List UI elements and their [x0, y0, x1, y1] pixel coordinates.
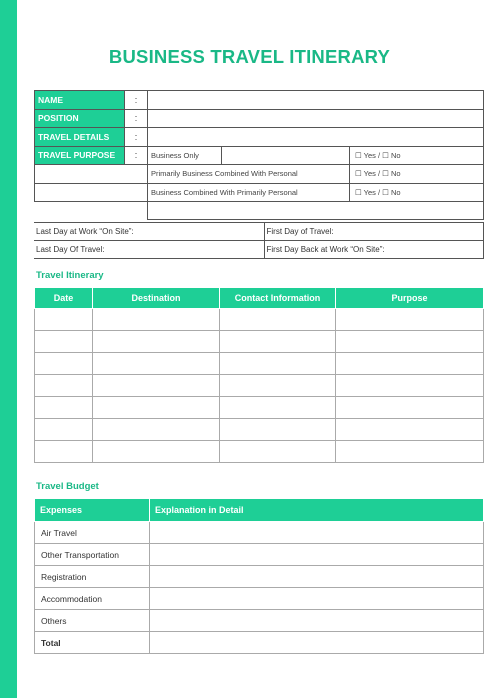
table-cell[interactable] [336, 441, 484, 463]
purpose-option: Business Only [148, 146, 222, 165]
blank-row [35, 202, 484, 220]
table-cell[interactable] [93, 353, 220, 375]
table-row [35, 375, 484, 397]
travel-details-row [35, 128, 484, 147]
blank-cell[interactable] [148, 202, 484, 220]
table-cell[interactable] [93, 397, 220, 419]
table-row [35, 441, 484, 463]
purpose-option: Primarily Business Combined With Personal [148, 165, 350, 184]
colon: : [125, 128, 148, 147]
table-row [35, 588, 484, 610]
table-cell[interactable] [93, 331, 220, 353]
yes-no-checkbox[interactable]: ☐ Yes / ☐ No [350, 146, 484, 165]
table-cell[interactable] [35, 419, 93, 441]
table-cell[interactable] [35, 331, 93, 353]
traveler-info-table [34, 90, 484, 220]
blank-cell [35, 183, 148, 202]
table-cell[interactable] [93, 309, 220, 331]
travel-purpose-row [35, 146, 484, 165]
table-cell[interactable] [35, 397, 93, 419]
table-row [35, 397, 484, 419]
page-title: BUSINESS TRAVEL ITINERARY [108, 46, 391, 67]
table-row [35, 544, 484, 566]
purpose-option-row [35, 165, 484, 184]
table-cell[interactable] [150, 610, 484, 632]
table-row [35, 566, 484, 588]
expense-label: Registration [35, 566, 150, 588]
table-cell[interactable] [150, 588, 484, 610]
last-day-on-site[interactable]: Last Day at Work “On Site”: [34, 223, 264, 241]
travel-itinerary-table [34, 287, 484, 463]
table-cell[interactable] [150, 522, 484, 544]
table-cell[interactable] [93, 441, 220, 463]
colon: : [125, 109, 148, 128]
table-cell[interactable] [220, 309, 336, 331]
column-header-contact: Contact Information [220, 288, 336, 309]
purpose-option: Business Combined With Primarily Personal [148, 183, 350, 202]
colon: : [125, 91, 148, 110]
name-row [35, 91, 484, 110]
table-cell[interactable] [220, 331, 336, 353]
travel-details-label: TRAVEL DETAILS [35, 128, 125, 147]
table-cell[interactable] [93, 375, 220, 397]
expense-label: Others [35, 610, 150, 632]
column-header-destination: Destination [93, 288, 220, 309]
table-cell[interactable] [220, 375, 336, 397]
table-cell[interactable] [220, 353, 336, 375]
total-row [35, 632, 484, 654]
first-day-back-on-site[interactable]: First Day Back at Work “On Site”: [264, 241, 483, 259]
table-cell[interactable] [336, 397, 484, 419]
travel-budget-heading: Travel Budget [36, 481, 99, 492]
purpose-blank[interactable] [222, 146, 350, 165]
table-row [35, 610, 484, 632]
table-cell[interactable] [35, 353, 93, 375]
column-header-explanation: Explanation in Detail [150, 499, 484, 522]
blank-cell [35, 202, 148, 220]
dates-table [34, 222, 484, 259]
expense-label: Air Travel [35, 522, 150, 544]
table-cell[interactable] [336, 331, 484, 353]
column-header-date: Date [35, 288, 93, 309]
last-day-of-travel[interactable]: Last Day Of Travel: [34, 241, 264, 259]
table-row [35, 419, 484, 441]
total-label: Total [35, 632, 150, 654]
table-cell[interactable] [336, 353, 484, 375]
table-cell[interactable] [150, 566, 484, 588]
table-cell[interactable] [220, 441, 336, 463]
table-cell[interactable] [336, 375, 484, 397]
table-cell[interactable] [35, 441, 93, 463]
position-row [35, 109, 484, 128]
yes-no-checkbox[interactable]: ☐ Yes / ☐ No [350, 165, 484, 184]
position-label: POSITION [35, 109, 125, 128]
table-cell[interactable] [220, 397, 336, 419]
first-day-of-travel[interactable]: First Day of Travel: [264, 223, 483, 241]
purpose-option-row [35, 183, 484, 202]
travel-budget-table [34, 498, 484, 654]
name-label: NAME [35, 91, 125, 110]
table-row [35, 309, 484, 331]
position-field[interactable] [148, 109, 484, 128]
itinerary-page [17, 0, 496, 698]
table-cell[interactable] [220, 419, 336, 441]
expense-label: Other Transportation [35, 544, 150, 566]
name-field[interactable] [148, 91, 484, 110]
side-accent-bar [0, 0, 17, 698]
colon: : [125, 146, 148, 165]
travel-details-field[interactable] [148, 128, 484, 147]
table-cell[interactable] [93, 419, 220, 441]
table-row [35, 353, 484, 375]
column-header-expenses: Expenses [35, 499, 150, 522]
yes-no-checkbox[interactable]: ☐ Yes / ☐ No [350, 183, 484, 202]
table-cell[interactable] [150, 544, 484, 566]
column-header-purpose: Purpose [336, 288, 484, 309]
blank-cell [35, 165, 148, 184]
table-cell[interactable] [35, 309, 93, 331]
table-cell[interactable] [336, 419, 484, 441]
table-cell[interactable] [35, 375, 93, 397]
table-cell[interactable] [336, 309, 484, 331]
expense-label: Accommodation [35, 588, 150, 610]
travel-itinerary-heading: Travel Itinerary [36, 270, 104, 281]
table-cell[interactable] [150, 632, 484, 654]
table-row [35, 522, 484, 544]
travel-purpose-label: TRAVEL PURPOSE [35, 146, 125, 165]
table-row [35, 331, 484, 353]
